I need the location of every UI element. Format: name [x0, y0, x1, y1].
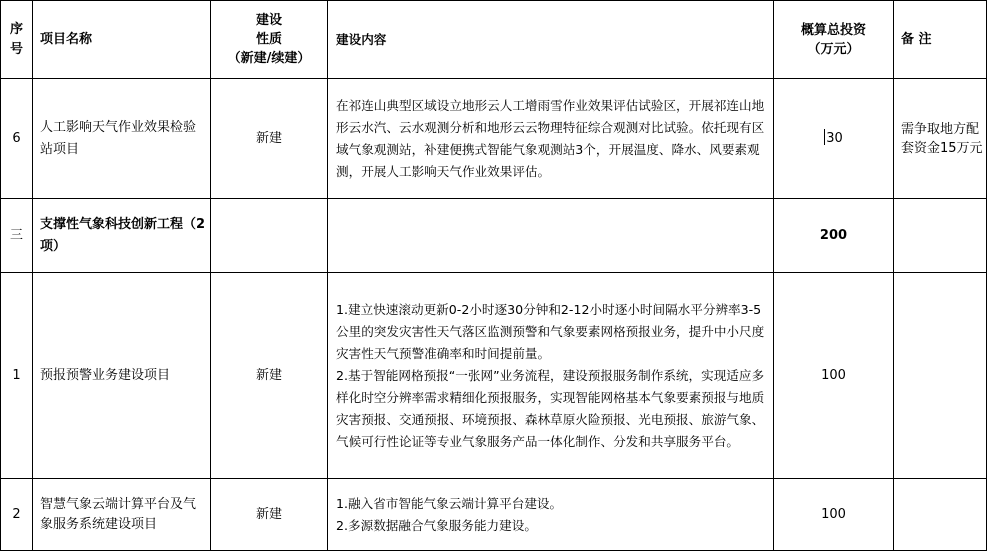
- row-nature: 新建: [211, 273, 328, 479]
- row-name: 人工影响天气作业效果检验站项目: [33, 79, 211, 199]
- header-name: 项目名称: [33, 1, 211, 79]
- content-paragraph: 1.融入省市智能气象云端计算平台建设。: [336, 495, 563, 511]
- content-paragraph: 2.基于智能网格预报“一张网”业务流程，建设预报服务制作系统，实现适应多样化时空分辨率需求精细化预报服务，实现智能网格基本气象要素预报与地质灾害预报、交通预报、环境预报、森林草原火险预报、光电预报、旅游气象、气候可行性论证等专业气象服务产品一体化制作、分发和共享服务平台。: [336, 367, 765, 449]
- table-row: [1, 479, 987, 551]
- table-row: [1, 199, 987, 273]
- table-header-row: [1, 1, 987, 79]
- row-remarks: [894, 273, 987, 479]
- header-content: 建设内容: [328, 1, 774, 79]
- row-nature: [211, 199, 328, 273]
- table-row: [1, 79, 987, 199]
- row-name: 智慧气象云端计算平台及气象服务系统建设项目: [33, 479, 211, 551]
- row-investment: 100: [774, 273, 894, 479]
- header-investment: 概算总投资 （万元）: [774, 1, 894, 79]
- row-investment: [774, 79, 894, 199]
- row-no: 三: [1, 199, 33, 273]
- row-content: [328, 199, 774, 273]
- row-remarks: 需争取地方配套资金15万元: [894, 79, 987, 199]
- row-no: 2: [1, 479, 33, 551]
- row-content: [328, 479, 774, 551]
- row-nature: 新建: [211, 79, 328, 199]
- row-investment: 200: [774, 199, 894, 273]
- content-paragraph: 1.建立快速滚动更新0-2小时逐30分钟和2-12小时逐小时间隔水平分辨率3-5公里的突发灾害性天气落区监测预警和气象要素网格预报业务，提升中小尺度灾害性天气预警准确率和时间提前量。: [336, 301, 765, 361]
- content-paragraph: 在祁连山典型区域设立地形云人工增雨雪作业效果评估试验区，开展祁连山地形云水汽、云水观测分析和地形云云物理特征综合观测对比试验。依托现有区域气象观测站，补建便携式智能气象观测站3个，开展温度、降水、风要素观测，开展人工影响天气作业效果评估。: [336, 97, 765, 179]
- row-name: 预报预警业务建设项目: [33, 273, 211, 479]
- row-remarks: [894, 479, 987, 551]
- row-remarks: [894, 199, 987, 273]
- content-paragraph: 2.多源数据融合气象服务能力建设。: [336, 517, 537, 533]
- row-content: [328, 273, 774, 479]
- header-nature: 建设 性质 （新建/续建）: [211, 1, 328, 79]
- row-content: [328, 79, 774, 199]
- row-name: 支撑性气象科技创新工程（2项）: [33, 199, 211, 273]
- row-investment: 100: [774, 479, 894, 551]
- header-remarks: 备 注: [894, 1, 987, 79]
- header-no: 序号: [1, 1, 33, 79]
- table-row: [1, 273, 987, 479]
- row-nature: 新建: [211, 479, 328, 551]
- row-no: 1: [1, 273, 33, 479]
- investment-value: 30: [826, 130, 843, 146]
- row-no: 6: [1, 79, 33, 199]
